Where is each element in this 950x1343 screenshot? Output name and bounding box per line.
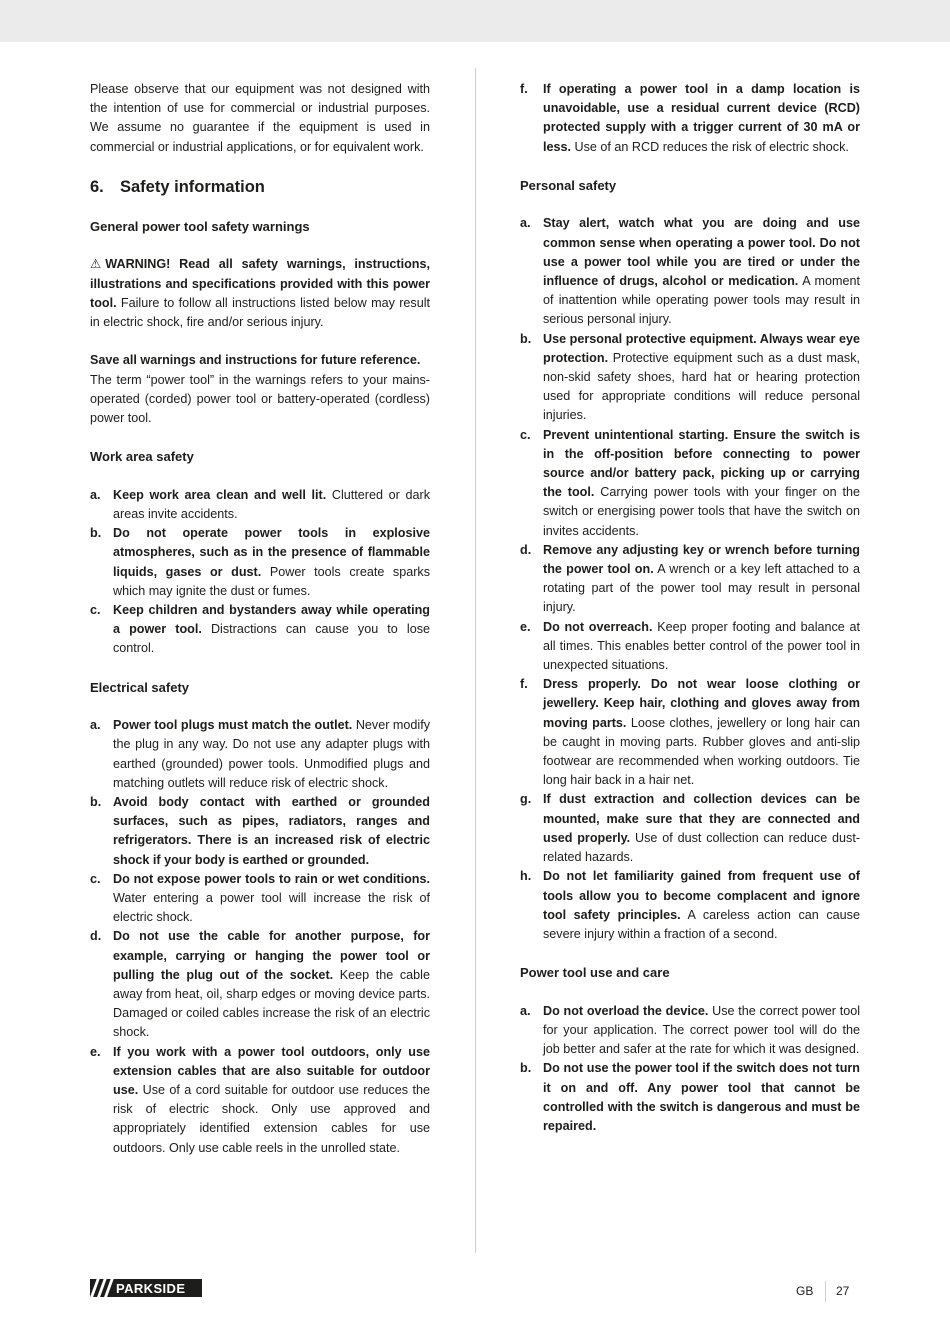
item-text: A careless action can cause severe injury within a fraction of a second. [543, 907, 860, 941]
item-text: Keep proper footing and balance at all times. This enables better control of the power tool in unexpected situations. [543, 619, 861, 673]
intro-paragraph: Please observe that our equipment was not designed with the intention of use for commercial or industrial purposes. We assume no guarantee if the equipment is used in commercial or industrial applications, or for equivalent work. [90, 82, 430, 154]
logo-stripes-icon [90, 1279, 114, 1297]
item-letter: b. [90, 795, 102, 809]
item-bold: Keep work area clean and well lit. [113, 487, 327, 502]
footer-language: GB [796, 1284, 814, 1298]
item-text: Use the correct power tool for your application. The correct power tool will do the job better and safer at the rate for which it was designed. [543, 1003, 861, 1057]
item-letter: e. [90, 1044, 101, 1059]
item-text: Protective equipment such as a dust mask, non-skid safety shoes, hard hat or hearing protection used for appropriate conditions will reduce personal injuries. [543, 350, 860, 423]
item-bold: Do not expose power tools to rain or wet conditions. [113, 871, 430, 886]
item-text: Keep the cable away from heat, oil, sharp edges or moving device parts. Damaged or coiled cables increase the risk of an electric shock. [113, 967, 430, 1040]
item-letter: f. [520, 677, 528, 692]
item-bold: Dress properly. Do not wear loose clothing or jewellery. Keep hair, clothing and gloves away from moving parts. [543, 677, 860, 730]
item-letter: a. [90, 718, 101, 733]
item-bold: Prevent unintentional starting. Ensure the switch is in the off-position before connecting to power source and/or battery pack, picking up or carrying the tool. [543, 427, 860, 500]
item-letter: d. [520, 542, 532, 557]
list-item [520, 214, 860, 329]
item-letter: c. [90, 603, 101, 617]
item-bold: Stay alert, watch what you are doing and use common sense when operating a power tool. Do not use a power tool while you are tired or under the influence of drugs, alcohol or medication. [543, 216, 860, 288]
item-bold: If you work with a power tool outdoors, only use extension cables that are also suitable for outdoor use. [113, 1044, 430, 1098]
save-warnings-text: The term “power tool” in the warnings refers to your mains-operated (corded) power tool or battery-operated (cordless) power tool. [90, 372, 430, 425]
item-bold: Remove any adjusting key or wrench before turning the power tool on. [543, 542, 860, 577]
tool-use-heading: Power tool use and care [520, 965, 670, 981]
item-text: Power tools create sparks which may ignite the dust or fumes. [113, 564, 431, 598]
item-text: Cluttered or dark areas invite accidents. [113, 487, 431, 521]
item-letter: b. [520, 1061, 532, 1076]
electrical-safety-list-continued [520, 80, 860, 157]
item-text: Use of an RCD reduces the risk of electric shock. [574, 139, 849, 154]
list-item [520, 80, 860, 157]
item-text: Use of dust collection can reduce dust-related hazards. [543, 830, 861, 865]
item-bold: Do not let familiarity gained from frequent use of tools allow you to become complacent and ignore tool safety principles. [543, 869, 860, 922]
personal-safety-list [520, 214, 860, 944]
list-item [520, 1002, 860, 1060]
item-letter: b. [520, 331, 532, 346]
item-letter: a. [90, 487, 101, 502]
list-item [90, 793, 430, 870]
left-column [90, 80, 430, 1177]
section-heading [90, 176, 430, 198]
top-bar [0, 0, 950, 42]
general-warnings-heading: General power tool safety warnings [90, 219, 310, 234]
list-item [520, 675, 860, 790]
item-text: A moment of inattention while operating power tools may result in serious personal injury. [543, 274, 860, 327]
item-letter: b. [90, 526, 102, 541]
parkside-logo [90, 1279, 202, 1297]
warning-text: Failure to follow all instructions listed below may result in electric shock, fire and/or serious injury. [90, 295, 431, 329]
right-column [520, 80, 860, 1155]
item-bold: Do not overload the device. [543, 1003, 709, 1018]
list-item [90, 870, 430, 928]
item-bold: Do not operate power tools in explosive atmospheres, such as in the presence of flammable liquids, gases or dust. [113, 526, 430, 579]
item-bold: Do not use the cable for another purpose, for example, carrying or hanging the power tool or pulling the plug out of the socket. [113, 929, 430, 982]
item-text: Use of a cord suitable for outdoor use reduces the risk of electric shock. Only use approved and appropriately identified extension cables for use outdoors. Only use cable reels in the unrolled state. [113, 1083, 431, 1155]
list-item [520, 1059, 860, 1136]
item-bold: If operating a power tool in a damp location is unavoidable, use a residual current device (RCD) protected supply with a trigger current of 30 mA or less. [543, 82, 860, 154]
logo-brand-text: PARKSIDE [116, 1280, 186, 1296]
section-title: Safety information [120, 178, 265, 196]
warning-paragraph [90, 255, 430, 332]
item-bold: Keep children and bystanders away while operating a power tool. [113, 603, 430, 637]
item-text: Never modify the plug in any way. Do not use any adapter plugs with earthed (grounded) power tools. Unmodified plugs and matching outlets will reduce risk of electric shock. [113, 718, 431, 790]
section-number: 6. [90, 178, 104, 196]
list-item [520, 330, 860, 426]
item-letter: d. [90, 929, 102, 944]
list-item [90, 601, 430, 659]
item-text: Distractions can cause you to lose control. [113, 622, 431, 656]
list-item [90, 927, 430, 1042]
item-text: A wrench or a key left attached to a rotating part of the power tool may result in personal injury. [543, 562, 861, 615]
item-text: Carrying power tools with your finger on the switch or energising power tools that have the switch on invites accidents. [543, 485, 860, 538]
item-bold: Do not overreach. [543, 619, 653, 634]
item-letter: g. [520, 792, 532, 807]
list-item [520, 426, 860, 541]
work-area-list [90, 486, 430, 659]
item-bold: Power tool plugs must match the outlet. [113, 718, 353, 733]
list-item [520, 790, 860, 867]
page-number: 27 [836, 1284, 850, 1298]
list-item [90, 524, 430, 601]
item-text: Water entering a power tool will increase the risk of electric shock. [113, 891, 430, 925]
save-warnings-bold-paragraph [90, 351, 430, 370]
item-letter: c. [520, 427, 531, 442]
list-item [90, 716, 430, 793]
item-letter: c. [90, 871, 101, 886]
item-letter: a. [520, 216, 531, 231]
tool-use-list [520, 1002, 860, 1136]
save-warnings-bold: Save all warnings and instructions for future reference. [90, 353, 421, 368]
work-area-heading: Work area safety [90, 449, 194, 465]
item-bold: Avoid body contact with earthed or grounded surfaces, such as pipes, radiators, ranges and refrigerators. There is an increased risk of electric shock if your body is earthed or grounded. [113, 795, 430, 867]
footer-divider [825, 1281, 826, 1302]
list-item [90, 1043, 430, 1158]
column-divider [475, 68, 476, 1253]
item-letter: h. [520, 869, 532, 884]
list-item [520, 541, 860, 618]
warning-bold: WARNING! Read all safety warnings, instructions, illustrations and specifications provided with this power tool. [90, 257, 430, 310]
electrical-safety-list [90, 716, 430, 1158]
electrical-safety-heading: Electrical safety [90, 679, 190, 695]
warning-triangle-icon: ⚠ [90, 257, 102, 272]
item-letter: a. [520, 1003, 531, 1018]
item-letter: e. [520, 619, 531, 634]
list-item [520, 618, 860, 676]
item-text: Loose clothes, jewellery or long hair can be caught in moving parts. Rubber gloves and anti-slip footwear are recommended when working outdoors. Tie long hair back in a hair net. [543, 715, 861, 788]
list-item [90, 486, 430, 524]
personal-safety-heading: Personal safety [520, 178, 617, 193]
list-item [520, 867, 860, 944]
item-bold: Use personal protective equipment. Always wear eye protection. [543, 331, 860, 365]
item-letter: f. [520, 82, 528, 96]
item-bold: If dust extraction and collection devices can be mounted, make sure that they are connected and used properly. [543, 792, 860, 845]
item-bold: Do not use the power tool if the switch does not turn it on and off. Any power tool that cannot be controlled with the switch is dangerous and must be repaired. [543, 1061, 860, 1133]
